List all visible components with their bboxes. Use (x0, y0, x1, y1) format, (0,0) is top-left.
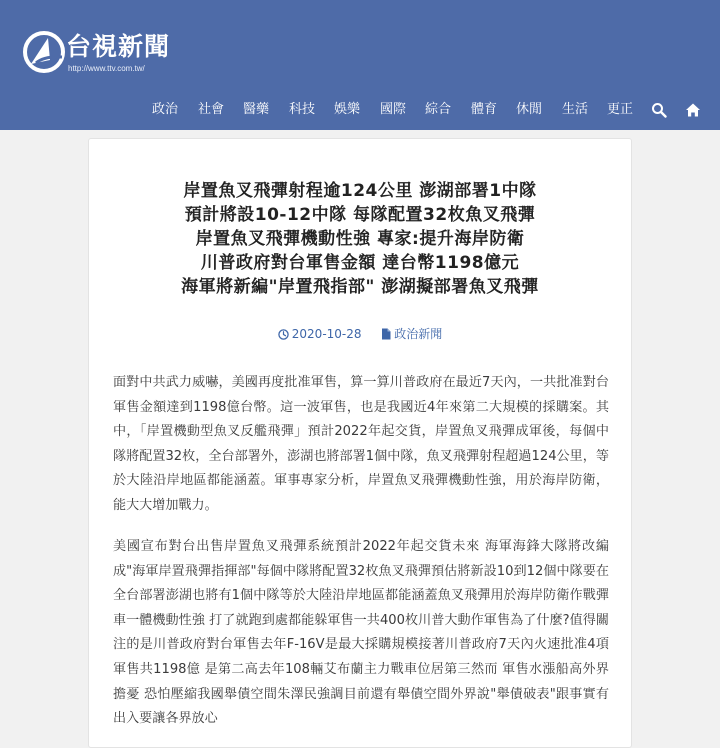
article-card (88, 138, 632, 748)
nav-item-politics[interactable]: 政治 (152, 102, 179, 117)
nav-item-leisure[interactable]: 休閒 (516, 102, 543, 117)
clock-icon (278, 329, 289, 340)
headline-line: 海軍將新編"岸置飛指部" 澎湖擬部署魚叉飛彈 (181, 277, 539, 297)
article-meta (89, 325, 631, 342)
document-icon (381, 328, 391, 340)
headline-line: 預計將設10-12中隊 每隊配置32枚魚叉飛彈 (184, 205, 536, 225)
nav-item-medicine[interactable]: 醫藥 (243, 102, 270, 117)
site-logo[interactable] (22, 30, 182, 80)
home-icon[interactable] (685, 102, 701, 118)
main-nav (0, 100, 720, 122)
site-header (0, 0, 720, 130)
article-paragraph: 面對中共武力威嚇，美國再度批准軍售，算一算川普政府在最近7天內，一共批准對台軍售金額達到1198億台幣。這一波軍售，也是我國近4年來第二大規模的採購案。其中，「岸置機動型魚叉反艦飛彈」預計2022年起交貨，岸置魚叉飛彈成軍後，每個中隊將配置32枚，全台部署外，澎湖也將部署1個中隊，魚叉飛彈射程超過124公里，等於大陸沿岸地區都能涵蓋。軍事專家分析，岸置魚叉飛彈機動性強，用於海岸防衛，能大大增加戰力。 (113, 375, 609, 513)
headline-line: 岸置魚叉飛彈射程逾124公里 澎湖部署1中隊 (183, 181, 537, 201)
nav-item-life[interactable]: 生活 (562, 102, 589, 117)
nav-item-society[interactable]: 社會 (198, 102, 225, 117)
publish-date-text: 2020-10-28 (291, 326, 362, 341)
search-icon[interactable] (651, 102, 667, 118)
article-headline (89, 179, 631, 299)
nav-item-sports[interactable]: 體育 (471, 102, 498, 117)
article-paragraph: 美國宣布對台出售岸置魚叉飛彈系統預計2022年起交貨未來 海軍海鋒大隊將改編成"海軍岸置飛彈指揮部"每個中隊將配置32枚魚叉飛彈預估將新設10到12個中隊要在全台部署澎湖也將有1個中隊等於大陸沿岸地區都能涵蓋魚叉飛彈用於海岸防衛作戰彈車一體機動性強 打了就跑到處都能躲軍售一共400枚川普大動作軍售為了什麼?值得關注的是川普政府對台軍售去年F-16V是最大採購規模接著川普政府7天內火速批准4項軍售共1198億 是第二高去年108輛艾布蘭主力戰車位居第三然而 軍售水漲船高外界擔憂 恐怕壓縮我國舉債空間朱澤民強調目前還有舉債空間外界說"舉債破表"跟事實有出入要讓各界放心 (113, 539, 609, 727)
headline-line: 岸置魚叉飛彈機動性強 專家:提升海岸防衛 (195, 229, 525, 249)
publish-date (278, 326, 362, 342)
article-category-text: 政治新聞 (394, 326, 443, 341)
nav-item-technology[interactable]: 科技 (289, 102, 316, 117)
ttv-logo-icon (22, 30, 66, 74)
nav-item-entertainment[interactable]: 娛樂 (334, 102, 361, 117)
nav-item-international[interactable]: 國際 (380, 102, 407, 117)
site-url: http://www.ttv.com.tw/ (68, 64, 145, 73)
article-category[interactable] (381, 326, 442, 342)
site-name: 台視新聞 (66, 32, 171, 61)
nav-item-corrections[interactable]: 更正 (607, 102, 634, 117)
headline-line: 川普政府對台軍售金額 達台幣1198億元 (200, 253, 520, 273)
nav-item-general[interactable]: 綜合 (425, 102, 452, 117)
